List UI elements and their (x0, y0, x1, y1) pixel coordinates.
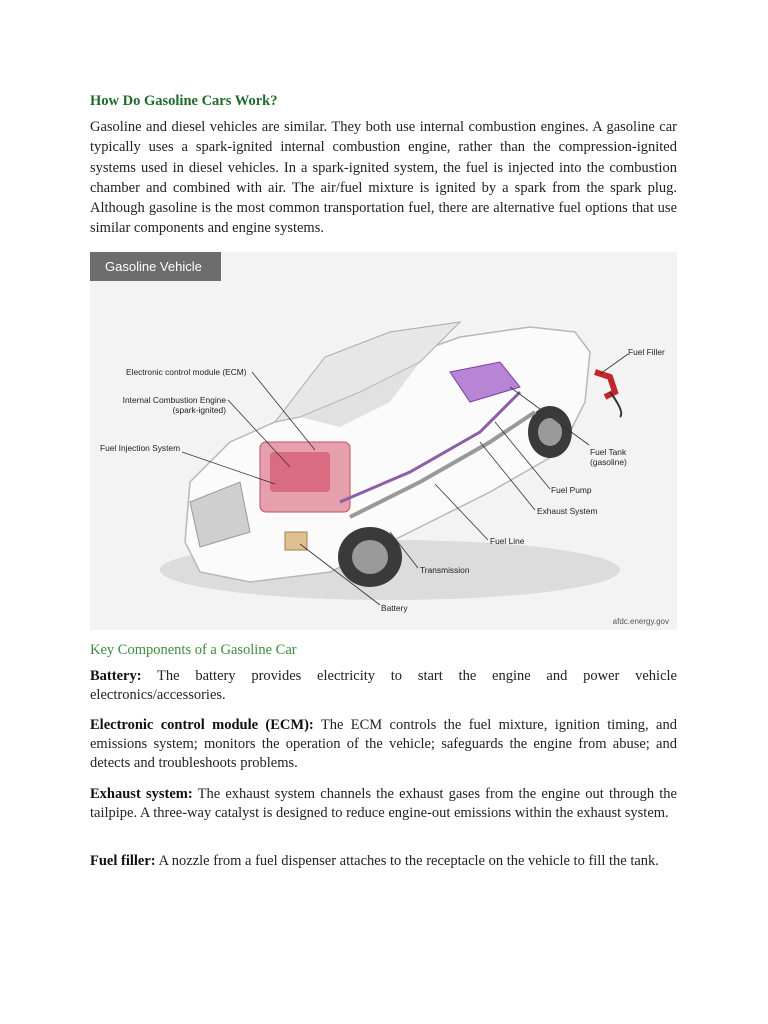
label-fuel-pump: Fuel Pump (551, 485, 592, 495)
label-fuel-tank-line2: (gasoline) (590, 457, 627, 467)
label-ice-line1: Internal Combustion Engine (122, 395, 226, 405)
section-subheading: Key Components of a Gasoline Car (90, 642, 297, 658)
label-fuel-line: Fuel Line (490, 536, 525, 546)
term-ecm: Electronic control module (ECM): (90, 717, 314, 733)
label-ice-line2: (spark-ignited) (172, 405, 226, 415)
engine-core (270, 452, 330, 492)
nozzle-hose (610, 392, 621, 417)
figure-header: Gasoline Vehicle (90, 252, 221, 281)
definition-battery (90, 667, 677, 705)
label-fuel-filler: Fuel Filler (628, 347, 665, 357)
label-ecm: Electronic control module (ECM) (126, 367, 247, 377)
definition-exhaust (90, 785, 677, 823)
text-fuel-filler: A nozzle from a fuel dispenser attaches to the receptacle on the vehicle to fill the tank. (155, 853, 659, 869)
term-exhaust: Exhaust system: (90, 786, 193, 802)
label-battery: Battery (381, 603, 408, 613)
term-battery: Battery: (90, 668, 142, 684)
definition-fuel-filler (90, 852, 677, 871)
label-transmission: Transmission (420, 565, 470, 575)
label-fuel-tank (590, 447, 627, 467)
text-ecm: The ECM controls the fuel mixture, ignition timing, and emissions system; monitors the operation of the vehicle; safeguards the engine from abuse; and detects and troubleshoots problems. (90, 717, 677, 772)
label-fuel-injection: Fuel Injection System (100, 443, 181, 453)
gasoline-vehicle-diagram (90, 252, 677, 630)
label-exhaust-system: Exhaust System (537, 506, 598, 516)
label-ice (120, 395, 226, 415)
definition-ecm (90, 716, 677, 774)
front-hub (352, 540, 388, 574)
term-fuel-filler: Fuel filler: (90, 853, 156, 869)
text-exhaust: The exhaust system channels the exhaust gases from the engine out through the tailpipe. A three-way catalyst is designed to reduce engine-out emissions within the exhaust system. (90, 786, 677, 822)
text-battery: The battery provides electricity to start the engine and power vehicle electronics/accessories. (90, 668, 677, 704)
car-illustration (90, 252, 677, 630)
label-fuel-tank-line1: Fuel Tank (590, 447, 627, 457)
intro-paragraph: Gasoline and diesel vehicles are similar. They both use internal combustion engines. A gasoline car typically uses a spark-ignited internal combustion engine, rather than the compression-ignited systems used in diesel vehicles. In a spark-ignited system, the fuel is injected into the combustion chamber and combined with air. The air/fuel mixture is ignited by a spark from the spark plug. Although gasoline is the most common transportation fuel, there are alternative fuel options that use similar components and engine systems. (90, 119, 677, 237)
page-title: How Do Gasoline Cars Work? (90, 93, 278, 109)
figure-credit: afdc.energy.gov (612, 617, 669, 626)
